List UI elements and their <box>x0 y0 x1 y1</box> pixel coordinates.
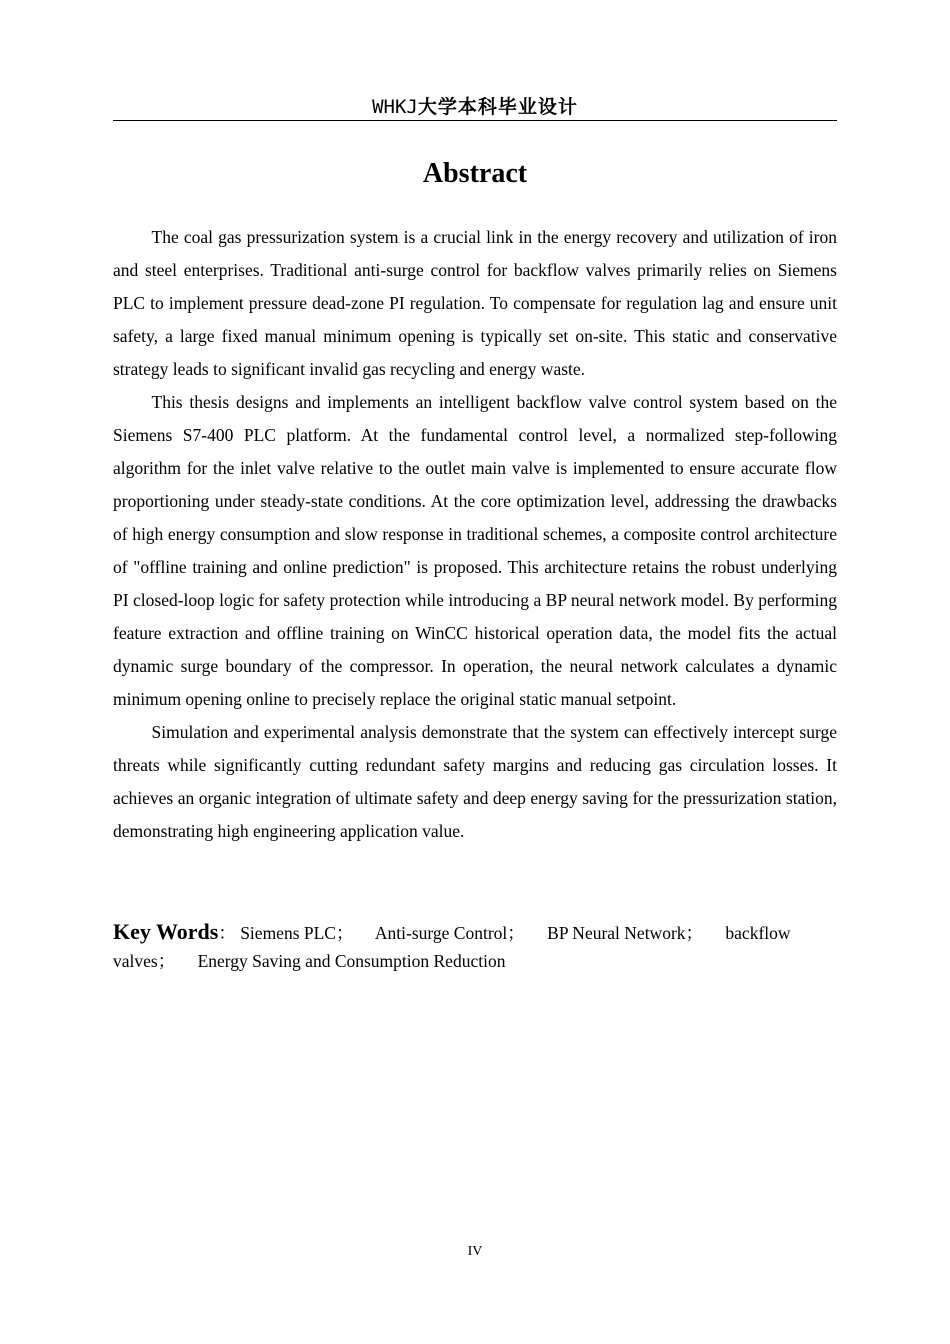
keywords-separator: ： <box>218 923 236 943</box>
abstract-body <box>113 221 837 848</box>
keyword-item: Siemens PLC； <box>240 923 354 943</box>
header-latin: WHKJ <box>372 96 418 118</box>
keyword-item: BP Neural Network； <box>547 923 704 943</box>
abstract-title: Abstract <box>422 158 528 189</box>
abstract-paragraph: Simulation and experimental analysis demonstrate that the system can effectively intercept surge threats while significantly cutting redundant safety margins and reducing gas circulation losses. It achieves an organic integration of ultimate safety and deep energy saving for the pressurization station, demonstrating high engineering application value. <box>113 722 837 841</box>
keywords <box>113 918 813 975</box>
keyword-item: Anti-surge Control； <box>374 923 525 943</box>
abstract-paragraph: The coal gas pressurization system is a crucial link in the energy recovery and utilization of iron and steel enterprises. Traditional anti-surge control for backflow valves primarily relies on Siemens PLC to implement pressure dead-zone PI regulation. To compensate for regulation lag and ensure unit safety, a large fixed manual minimum opening is typically set on-site. This static and conservative strategy leads to significant invalid gas recycling and energy waste. <box>113 227 837 379</box>
header-chinese: 大学本科毕业设计 <box>417 96 578 118</box>
keyword-item: backflow valves； <box>113 923 791 971</box>
page-number: IV <box>467 1244 483 1259</box>
abstract-paragraph: This thesis designs and implements an intelligent backflow valve control system based on the Siemens S7-400 PLC platform. At the fundamental control level, a normalized step-following algorithm for the inlet valve relative to the outlet main valve is implemented to ensure accurate flow proportioning under steady-state conditions. At the core optimization level, addressing the drawbacks of high energy consumption and slow response in traditional schemes, a composite control architecture of "offline training and online prediction" is proposed. This architecture retains the robust underlying PI closed-loop logic for safety protection while introducing a BP neural network model. By performing feature extraction and offline training on WinCC historical operation data, the model fits the actual dynamic surge boundary of the compressor. In operation, the neural network calculates a dynamic minimum opening online to precisely replace the original static manual setpoint. <box>113 392 837 709</box>
keyword-item: Energy Saving and Consumption Reduction <box>197 951 506 971</box>
page-header <box>113 94 837 121</box>
keywords-label: Key Words <box>113 919 219 944</box>
